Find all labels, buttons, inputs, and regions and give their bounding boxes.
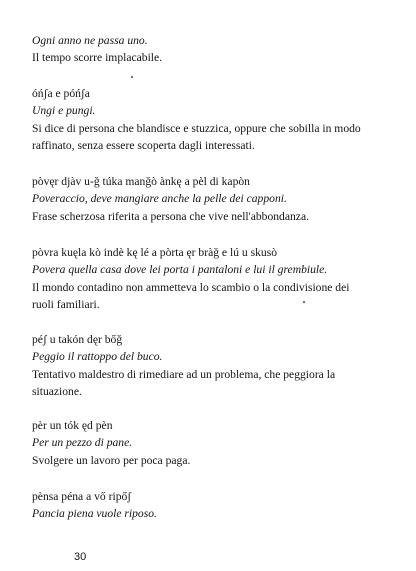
entry-dialect: pèr un tók ęd pèn [32,419,113,432]
header-line-1: Ogni anno ne passa uno. [32,34,148,47]
print-speck [303,301,305,303]
entry-explanation-line: Tentativo maldestro di rimediare ad un problema, che peggiora la [32,368,336,381]
entry-translation: Ungi e pungi. [32,104,96,117]
entry-explanation-line: Frase scherzosa riferita a persona che vive nell'abbondanza. [32,210,309,223]
entry-dialect: pòvra kuęla kò indè kę lé a pòrta ęr bràğ e lú u skusò [32,246,277,259]
entry-translation: Povera quella casa dove lei porta i pantaloni e lui il grembiule. [32,263,328,276]
entry-explanation-line: Svolgere un lavoro per poca paga. [32,454,191,467]
entry-translation: Per un pezzo di pane. [32,436,133,449]
print-speck [131,76,133,78]
entry-explanation-line: raffinato, senza essere scoperta dagli interessati. [32,139,255,152]
entry-translation: Pancia piena vuole riposo. [32,507,157,520]
entry-explanation-line: ruoli familiari. [32,298,100,311]
entry-explanation-line: Il mondo contadino non ammetteva lo scambio o la condivisione dei [32,281,350,294]
entry-dialect: péʃ u takón dęr bőğ [32,333,123,346]
entry-dialect: óńʃa e póńʃa [32,87,90,100]
entry-dialect: pènsa péna a vő ripőʃ [32,490,132,503]
entry-dialect: pòvęr djàv u-ğ túka manğò ànkę a pèl di kapòn [32,175,250,188]
entry-translation: Peggio il rattoppo del buco. [32,350,163,363]
header-line-2: Il tempo scorre implacabile. [32,51,163,64]
entry-translation: Poveraccio, deve mangiare anche la pelle dei capponi. [32,192,287,205]
entry-explanation-line: situazione. [32,385,82,398]
entry-explanation-line: Si dice di persona che blandisce e stuzzica, oppure che sobilla in modo [32,122,361,135]
page-number: 30 [74,551,87,563]
